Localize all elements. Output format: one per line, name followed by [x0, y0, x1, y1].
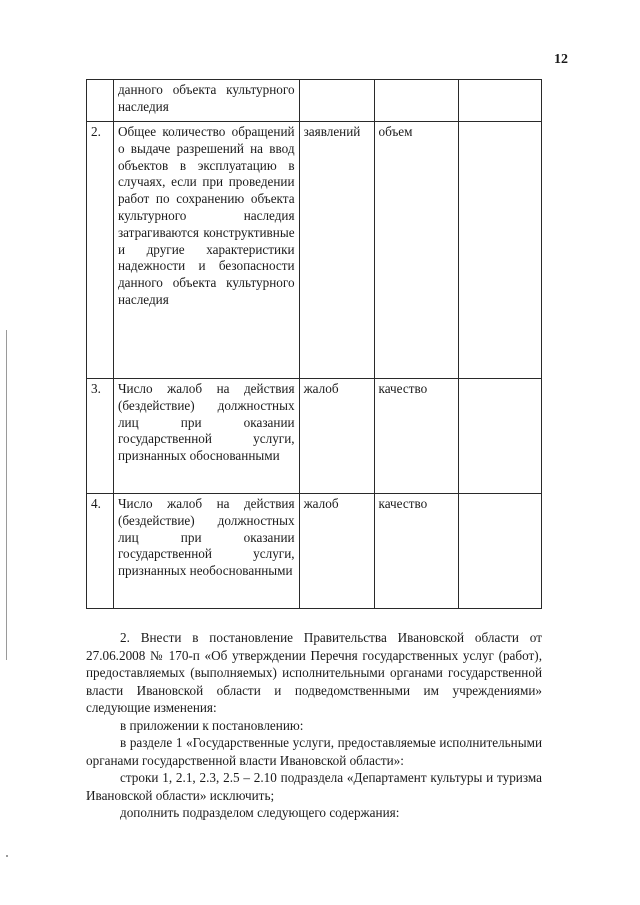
paragraph-section: в разделе 1 «Государственные услуги, предоставляемые исполнительными органами государственной власти Ивановской области»:: [86, 735, 542, 768]
indicator-type: объем: [374, 122, 459, 379]
row-number: 2.: [87, 122, 114, 379]
unit-of-measure: [299, 80, 374, 122]
indicator-name: Число жалоб на действия (бездействие) должностных лиц при оказании государственной услуги, признанных обоснованными: [113, 379, 299, 494]
row-number: 3.: [87, 379, 114, 494]
paragraph-exclude-rows: строки 1, 2.1, 2.3, 2.5 – 2.10 подраздела «Департамент культуры и туризма Ивановской области» исключить;: [86, 770, 542, 803]
indicator-value: [459, 122, 542, 379]
paragraph-appendix: в приложении к постановлению:: [120, 717, 304, 733]
table-row: [87, 122, 542, 379]
row-number: [87, 80, 114, 122]
row-number: 4.: [87, 494, 114, 609]
indicator-value: [459, 80, 542, 122]
indicator-name: Общее количество обращений о выдаче разрешений на ввод объектов в эксплуатацию в случаях, если при проведении работ по сохранению объекта культурного наследия затрагиваются конструктивные и другие характеристики надежности и безопасности данного объекта культурного наследия: [113, 122, 299, 379]
page-number: 12: [554, 52, 568, 67]
indicator-value: [459, 379, 542, 494]
resolution-text: [86, 629, 542, 822]
unit-of-measure: жалоб: [299, 379, 374, 494]
scan-margin-dot: [6, 855, 8, 857]
scan-margin-line: [6, 330, 7, 660]
table-row: [87, 379, 542, 494]
table-row: [87, 80, 542, 122]
paragraph-add-subsection: дополнить подразделом следующего содержания:: [120, 805, 400, 820]
unit-of-measure: жалоб: [299, 494, 374, 609]
indicators-table: [86, 79, 542, 609]
indicator-value: [459, 494, 542, 609]
indicator-type: качество: [374, 379, 459, 494]
paragraph-amendment: 2. Внести в постановление Правительства Ивановской области от 27.06.2008 № 170-п «Об утверждении Перечня государственных услуг (работ), предоставляемых (выполняемых) исполнительными органами государственной власти Ивановской области и подведомственными им учреждениями» следующие изменения:: [86, 630, 542, 715]
indicator-type: [374, 80, 459, 122]
unit-of-measure: заявлений: [299, 122, 374, 379]
indicator-name: данного объекта культурного наследия: [113, 80, 299, 122]
table-row: [87, 494, 542, 609]
indicator-type: качество: [374, 494, 459, 609]
indicator-name: Число жалоб на действия (бездействие) должностных лиц при оказании государственной услуги, признанных необоснованными: [113, 494, 299, 609]
